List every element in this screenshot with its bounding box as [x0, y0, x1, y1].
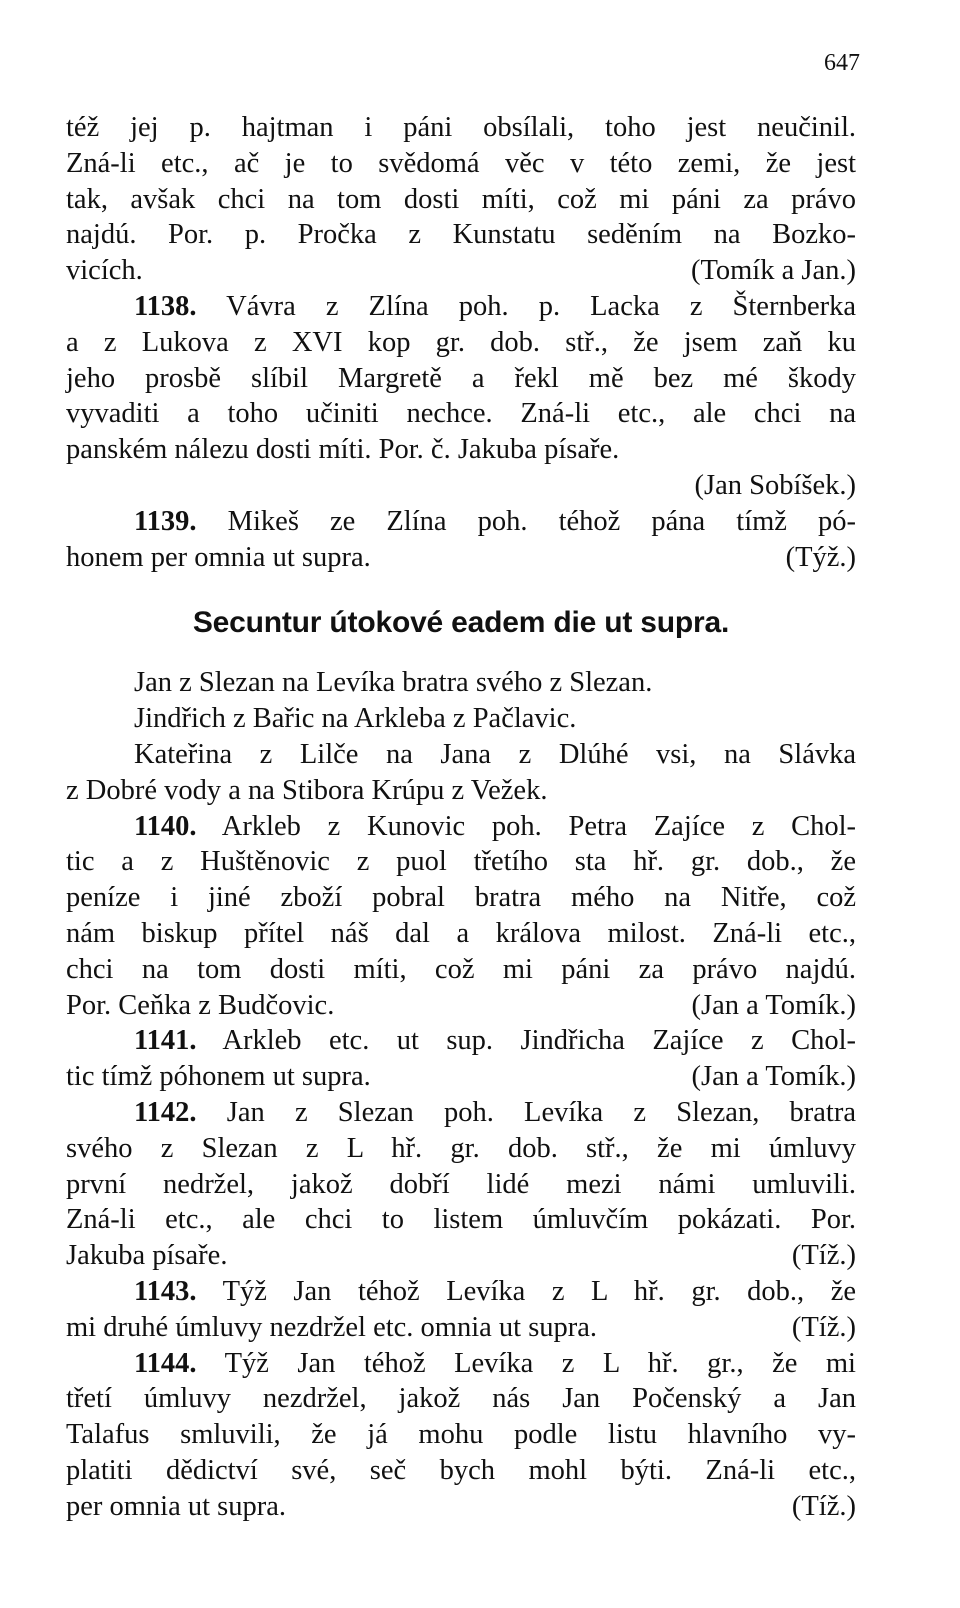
line-text: per omnia ut supra.: [66, 1490, 287, 1522]
line-text: Arkleb etc. ut sup. Jindřicha Zajíce z Chol-: [222, 1025, 856, 1057]
entry-1143-first-line: [66, 1274, 856, 1310]
entry-1140-first-line: [66, 809, 856, 845]
text-line: platiti dědictví své, seč bych mohl býti. Zná-li etc.,: [66, 1454, 856, 1486]
line-text: mi druhé úmluvy nezdržel etc. omnia ut supra.: [66, 1311, 598, 1343]
entry-number: 1144.: [134, 1347, 197, 1379]
entry-1138-first-line: [66, 289, 856, 325]
entry-1141-first-line: [66, 1023, 856, 1059]
line-text: Jakuba písaře.: [66, 1240, 228, 1272]
page-body: [66, 110, 856, 1524]
scribe-signature: (Jan Sobíšek.): [694, 469, 856, 501]
entry-number: 1143.: [134, 1275, 197, 1307]
text-line: nám biskup přítel náš dal a králova milost. Zná-li etc.,: [66, 917, 856, 949]
scribe-signature: (Tomík a Jan.): [690, 255, 856, 287]
scribe-signature: (Tíž.): [791, 1311, 856, 1343]
text-line: [66, 253, 856, 289]
line-text: Týž Jan téhož Levíka z L hř. gr. dob., že: [222, 1275, 856, 1307]
text-line: Zná-li etc., ač je to svědomá věc v této zemi, že jest: [66, 147, 856, 179]
text-line: panském nálezu dosti míti. Por. č. Jakuba písaře.: [66, 434, 620, 466]
scribe-signature: (Tíž.): [791, 1490, 856, 1522]
text-line: [66, 988, 856, 1024]
text-line: vyvaditi a toho učiniti nechce. Zná-li etc., ale chci na: [66, 398, 856, 430]
text-line: Jan z Slezan na Levíka bratra svého z Slezan.: [134, 667, 653, 699]
scribe-signature: (Jan a Tomík.): [691, 1061, 856, 1093]
scribe-signature: (Jan a Tomík.): [691, 989, 856, 1021]
text-line: Zná-li etc., ale chci to listem úmluvčím pokázati. Por.: [66, 1204, 856, 1236]
entry-number: 1141.: [134, 1025, 197, 1057]
text-line: první nedržel, jakož dobří lidé mezi námi umluvili.: [66, 1168, 856, 1200]
text-line: [66, 540, 856, 576]
text-line: z Dobré vody a na Stibora Krúpu z Vežek.: [66, 774, 548, 806]
scribe-signature: (Týž.): [785, 541, 856, 573]
scribe-signature: (Tíž.): [791, 1240, 856, 1272]
page-number: 647: [824, 50, 860, 76]
entry-number: 1138.: [134, 290, 197, 322]
text-line: Kateřina z Lilče na Jana z Dlúhé vsi, na Slávka: [134, 738, 856, 770]
line-text: Týž Jan téhož Levíka z L hř. gr., že mi: [224, 1347, 856, 1379]
text-line: [66, 1059, 856, 1095]
text-line: [66, 1238, 856, 1274]
line-text: Jan z Slezan poh. Levíka z Slezan, bratra: [226, 1096, 856, 1128]
line-text: Mikeš ze Zlína poh. téhož pána tímž pó-: [227, 505, 857, 537]
text-line: svého z Slezan z L hř. gr. dob. stř., že mi úmluvy: [66, 1132, 856, 1164]
text-line: [66, 468, 856, 504]
text-line: Talafus smluvili, že já mohu podle listu hlavního vy-: [66, 1419, 856, 1451]
text-line: jeho prosbě slíbil Margretě a řekl mě bez mé škody: [66, 362, 856, 394]
entry-number: 1139.: [134, 505, 197, 537]
text-line: peníze i jiné zboží pobral bratra mého na Nitře, což: [66, 882, 856, 914]
text-line: najdú. Por. p. Pročka z Kunstatu seděním na Bozko-: [66, 219, 856, 251]
section-heading: Secuntur útokové eadem die ut supra.: [192, 606, 730, 640]
line-text: Vávra z Zlína poh. p. Lacka z Šternberka: [226, 290, 856, 322]
text-line: chci na tom dosti míti, což mi páni za právo najdú.: [66, 953, 856, 985]
text-line: též jej p. hajtman i páni obsílali, toho jest neučinil.: [66, 112, 856, 143]
entry-1142-first-line: [66, 1095, 856, 1131]
line-text: tic tímž póhonem ut supra.: [66, 1061, 371, 1093]
entry-number: 1140.: [134, 810, 197, 842]
text-line: tic a z Huštěnovic z puol třetího sta hř. gr. dob., že: [66, 846, 856, 878]
line-text: Por. Ceňka z Budčovic.: [66, 989, 335, 1021]
line-text: vicích.: [66, 255, 143, 287]
entry-1144-first-line: [66, 1346, 856, 1382]
text-line: třetí úmluvy nezdržel, jakož nás Jan Počenský a Jan: [66, 1383, 856, 1415]
text-line: tak, avšak chci na tom dosti míti, což mi páni za právo: [66, 183, 856, 215]
text-line: [66, 1489, 856, 1525]
text-line: Jindřich z Bařic na Arkleba z Pačlavic.: [134, 703, 577, 735]
line-text: Arkleb z Kunovic poh. Petra Zajíce z Chol-: [221, 810, 856, 842]
entry-number: 1142.: [134, 1096, 197, 1128]
line-text: honem per omnia ut supra.: [66, 541, 371, 573]
text-line: [66, 1310, 856, 1346]
text-line: a z Lukova z XVI kop gr. dob. stř., že jsem zaň ku: [66, 326, 856, 358]
entry-1139-first-line: [66, 504, 856, 540]
